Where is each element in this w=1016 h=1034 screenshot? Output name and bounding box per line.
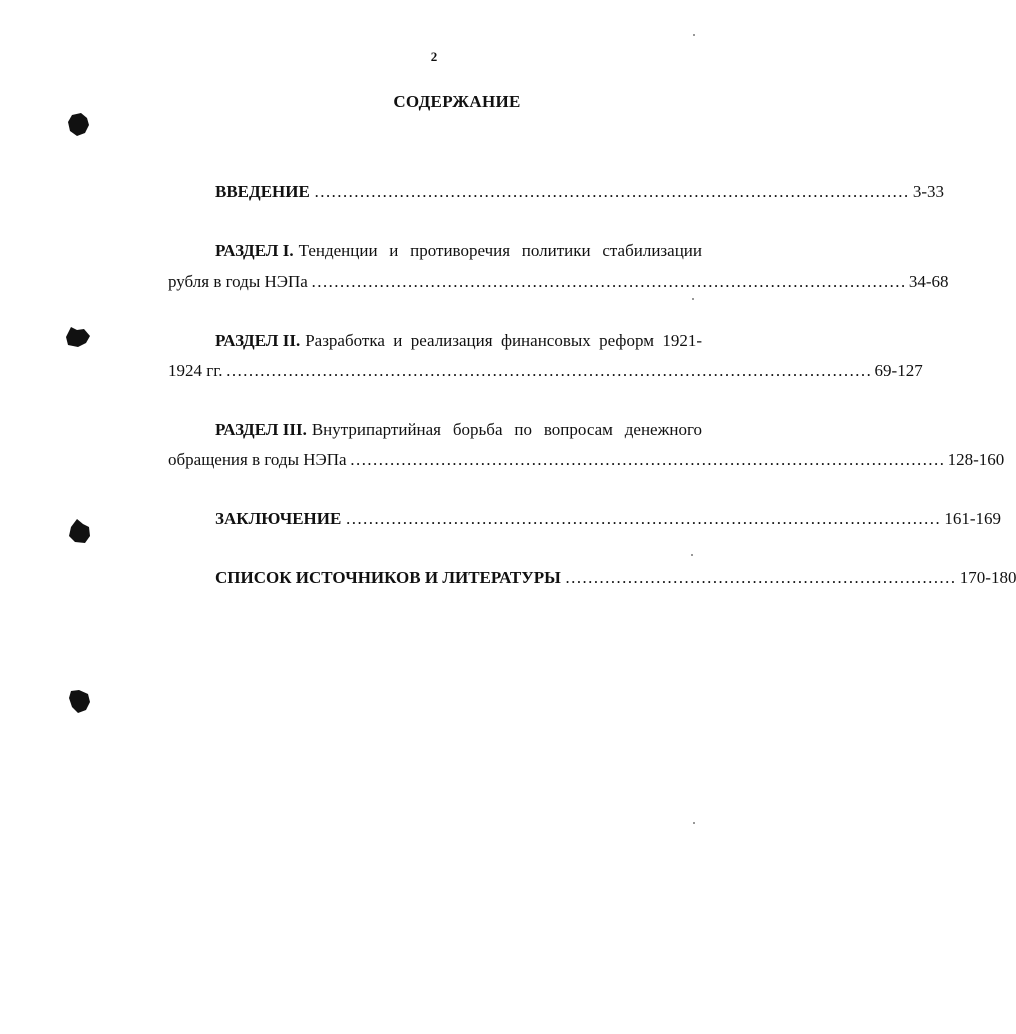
toc-section2-text: Разработка и реализация финансовых реформ 1921- [305, 331, 702, 350]
dot-leader: …………………………………………………………………………………………… [313, 182, 909, 201]
toc-intro-pages: 3-33 [912, 182, 945, 201]
scan-speck [691, 554, 693, 556]
toc-entry-section1-line2 [168, 272, 949, 291]
toc-section2-text-continued: 1924 гг. [168, 361, 223, 380]
dot-leader: …………………………………………………………………………………………… [310, 272, 906, 291]
toc-conclusion-heading: ЗАКЛЮЧЕНИЕ [215, 509, 342, 528]
toc-section1-text-continued: рубля в годы НЭПа [168, 272, 308, 291]
toc-sources-pages: 170-180 [959, 568, 1016, 587]
scan-speck [692, 298, 694, 300]
toc-sources-heading: СПИСОК ИСТОЧНИКОВ И ЛИТЕРАТУРЫ [215, 568, 561, 587]
toc-section1-heading: РАЗДЕЛ I. [215, 241, 294, 260]
toc-entry-section1-line1 [215, 242, 702, 259]
dot-leader: …………………………………………………………… [564, 568, 956, 587]
toc-section2-pages: 69-127 [874, 361, 923, 380]
punch-hole-mark [66, 688, 92, 716]
scan-speck [693, 822, 695, 824]
scan-speck [693, 34, 695, 36]
toc-section2-heading: РАЗДЕЛ II. [215, 331, 301, 350]
dot-leader: …………………………………………………………………………………………… [345, 509, 941, 528]
dot-leader: …………………………………………………………………………………………… [349, 450, 945, 469]
toc-intro-heading: ВВЕДЕНИЕ [215, 182, 310, 201]
toc-entry-section2-line1 [215, 332, 702, 349]
toc-section3-pages: 128-160 [947, 450, 1005, 469]
toc-conclusion-pages: 161-169 [944, 509, 1002, 528]
toc-entry-sources [215, 568, 1016, 587]
toc-section3-text-continued: обращения в годы НЭПа [168, 450, 347, 469]
page-title: СОДЕРЖАНИЕ [393, 92, 521, 111]
toc-section3-heading: РАЗДЕЛ III. [215, 420, 307, 439]
toc-entry-section3-line1 [215, 421, 702, 438]
punch-hole-mark [66, 518, 92, 546]
toc-entry-section3-line2 [168, 450, 1005, 469]
punch-hole-mark [66, 112, 92, 138]
toc-entry-intro [215, 182, 945, 201]
toc-entry-section2-line2 [168, 361, 923, 380]
toc-section3-text: Внутрипартийная борьба по вопросам денежного [311, 420, 702, 439]
punch-hole-mark [64, 325, 92, 351]
toc-section1-text: Тенденции и противоречия политики стабилизации [298, 241, 702, 260]
page-number: 2 [430, 49, 438, 64]
dot-leader: …………………………………………………………………………………………………… [225, 361, 872, 380]
toc-entry-conclusion [215, 509, 1002, 528]
toc-section1-pages: 34-68 [908, 272, 949, 291]
